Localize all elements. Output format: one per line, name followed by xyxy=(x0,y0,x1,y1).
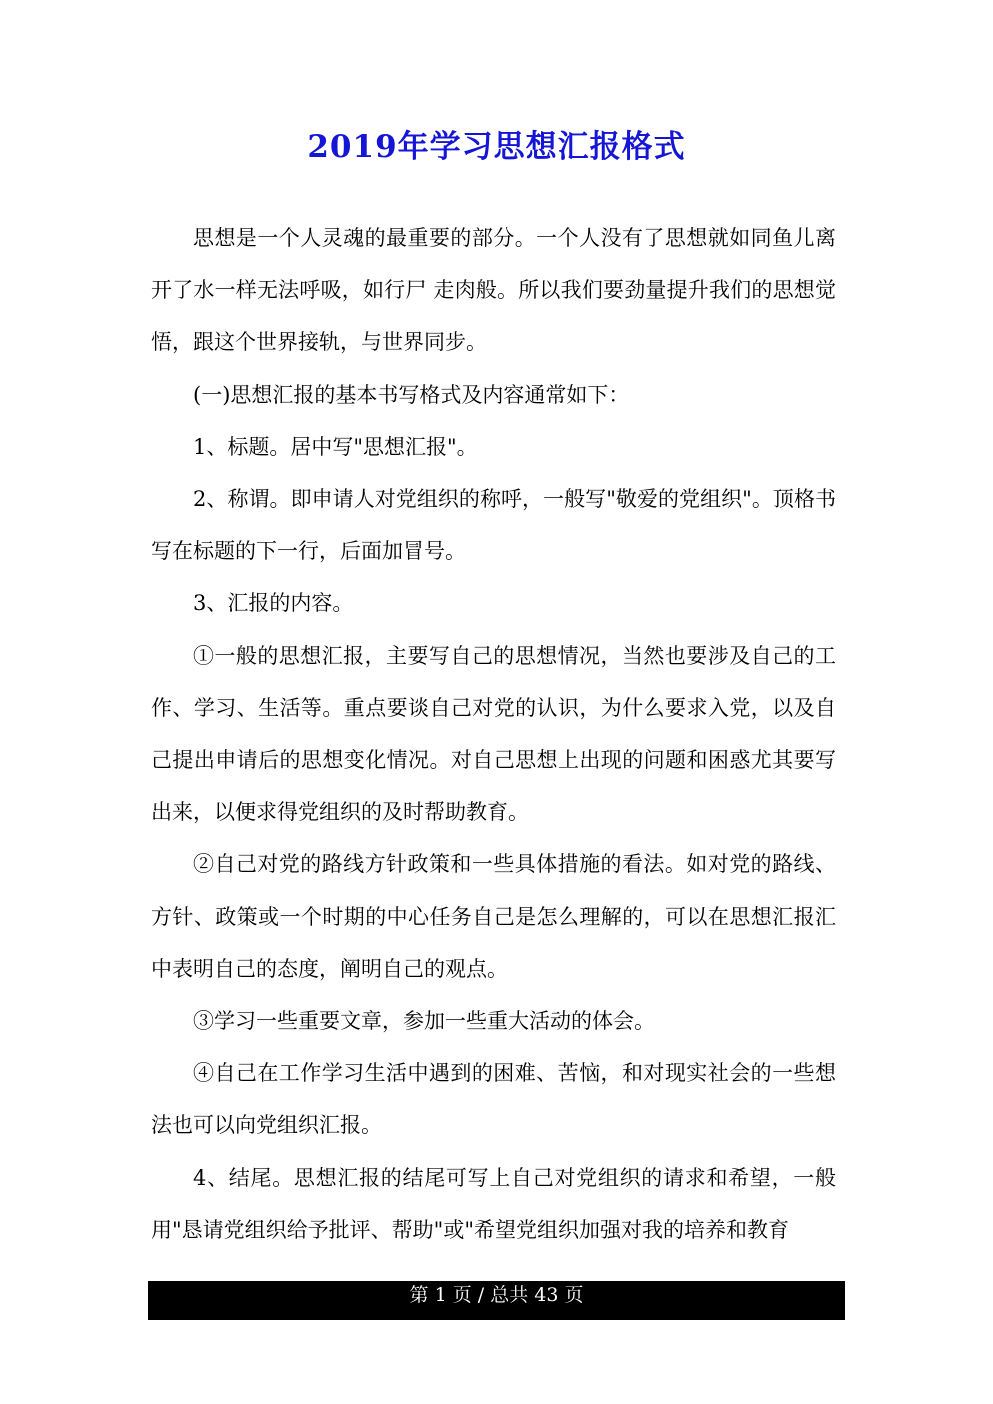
paragraph-content-point-3: ③学习一些重要文章，参加一些重大活动的体会。 xyxy=(193,1009,655,1034)
paragraph-content-point-2: ②自己对党的路线方针政策和一些具体措施的看法。如对党的路线、方针、政策或一个时期的中心任务自己是怎么理解的，可以在思想汇报汇中表明自己的态度，阐明自己的观点。 xyxy=(151,852,836,981)
document-title: 2019年学习思想汇报格式 xyxy=(307,129,686,165)
paragraph-item-4-ending: 4、结尾。思想汇报的结尾可写上自己对党组织的请求和希望，一般用"恳请党组织给予批评、帮助"或"希望党组织加强对我的培养和教育 xyxy=(151,1165,836,1242)
paragraph-content-point-1: ①一般的思想汇报，主要写自己的思想情况，当然也要涉及自己的工作、学习、生活等。重点要谈自己对党的认识，为什么要求入党，以及自己提出申请后的思想变化情况。对自己思想上出现的问题和困惑尤其要写出来，以便求得党组织的及时帮助教育。 xyxy=(151,643,836,825)
page-footer: 第 1 页 / 总共 43 页 xyxy=(148,1281,845,1320)
paragraph-item-3-content: 3、汇报的内容。 xyxy=(193,591,354,616)
paragraph-content-point-4: ④自己在工作学习生活中遇到的困难、苦恼，和对现实社会的一些想法也可以向党组织汇报。 xyxy=(151,1061,836,1138)
paragraph-item-1-title: 1、标题。居中写"思想汇报"。 xyxy=(193,434,478,459)
paragraph-item-2-salutation: 2、称谓。即申请人对党组织的称呼，一般写"敬爱的党组织"。顶格书写在标题的下一行，后面加冒号。 xyxy=(151,487,836,564)
paragraph-intro: 思想是一个人灵魂的最重要的部分。一个人没有了思想就如同鱼儿离开了水一样无法呼吸，如行尸 走肉般。所以我们要劲量提升我们的思想觉悟，跟这个世界接轨，与世界同步。 xyxy=(151,226,836,355)
paragraph-format-heading: (一)思想汇报的基本书写格式及内容通常如下： xyxy=(193,382,630,407)
document-body xyxy=(151,212,836,1256)
